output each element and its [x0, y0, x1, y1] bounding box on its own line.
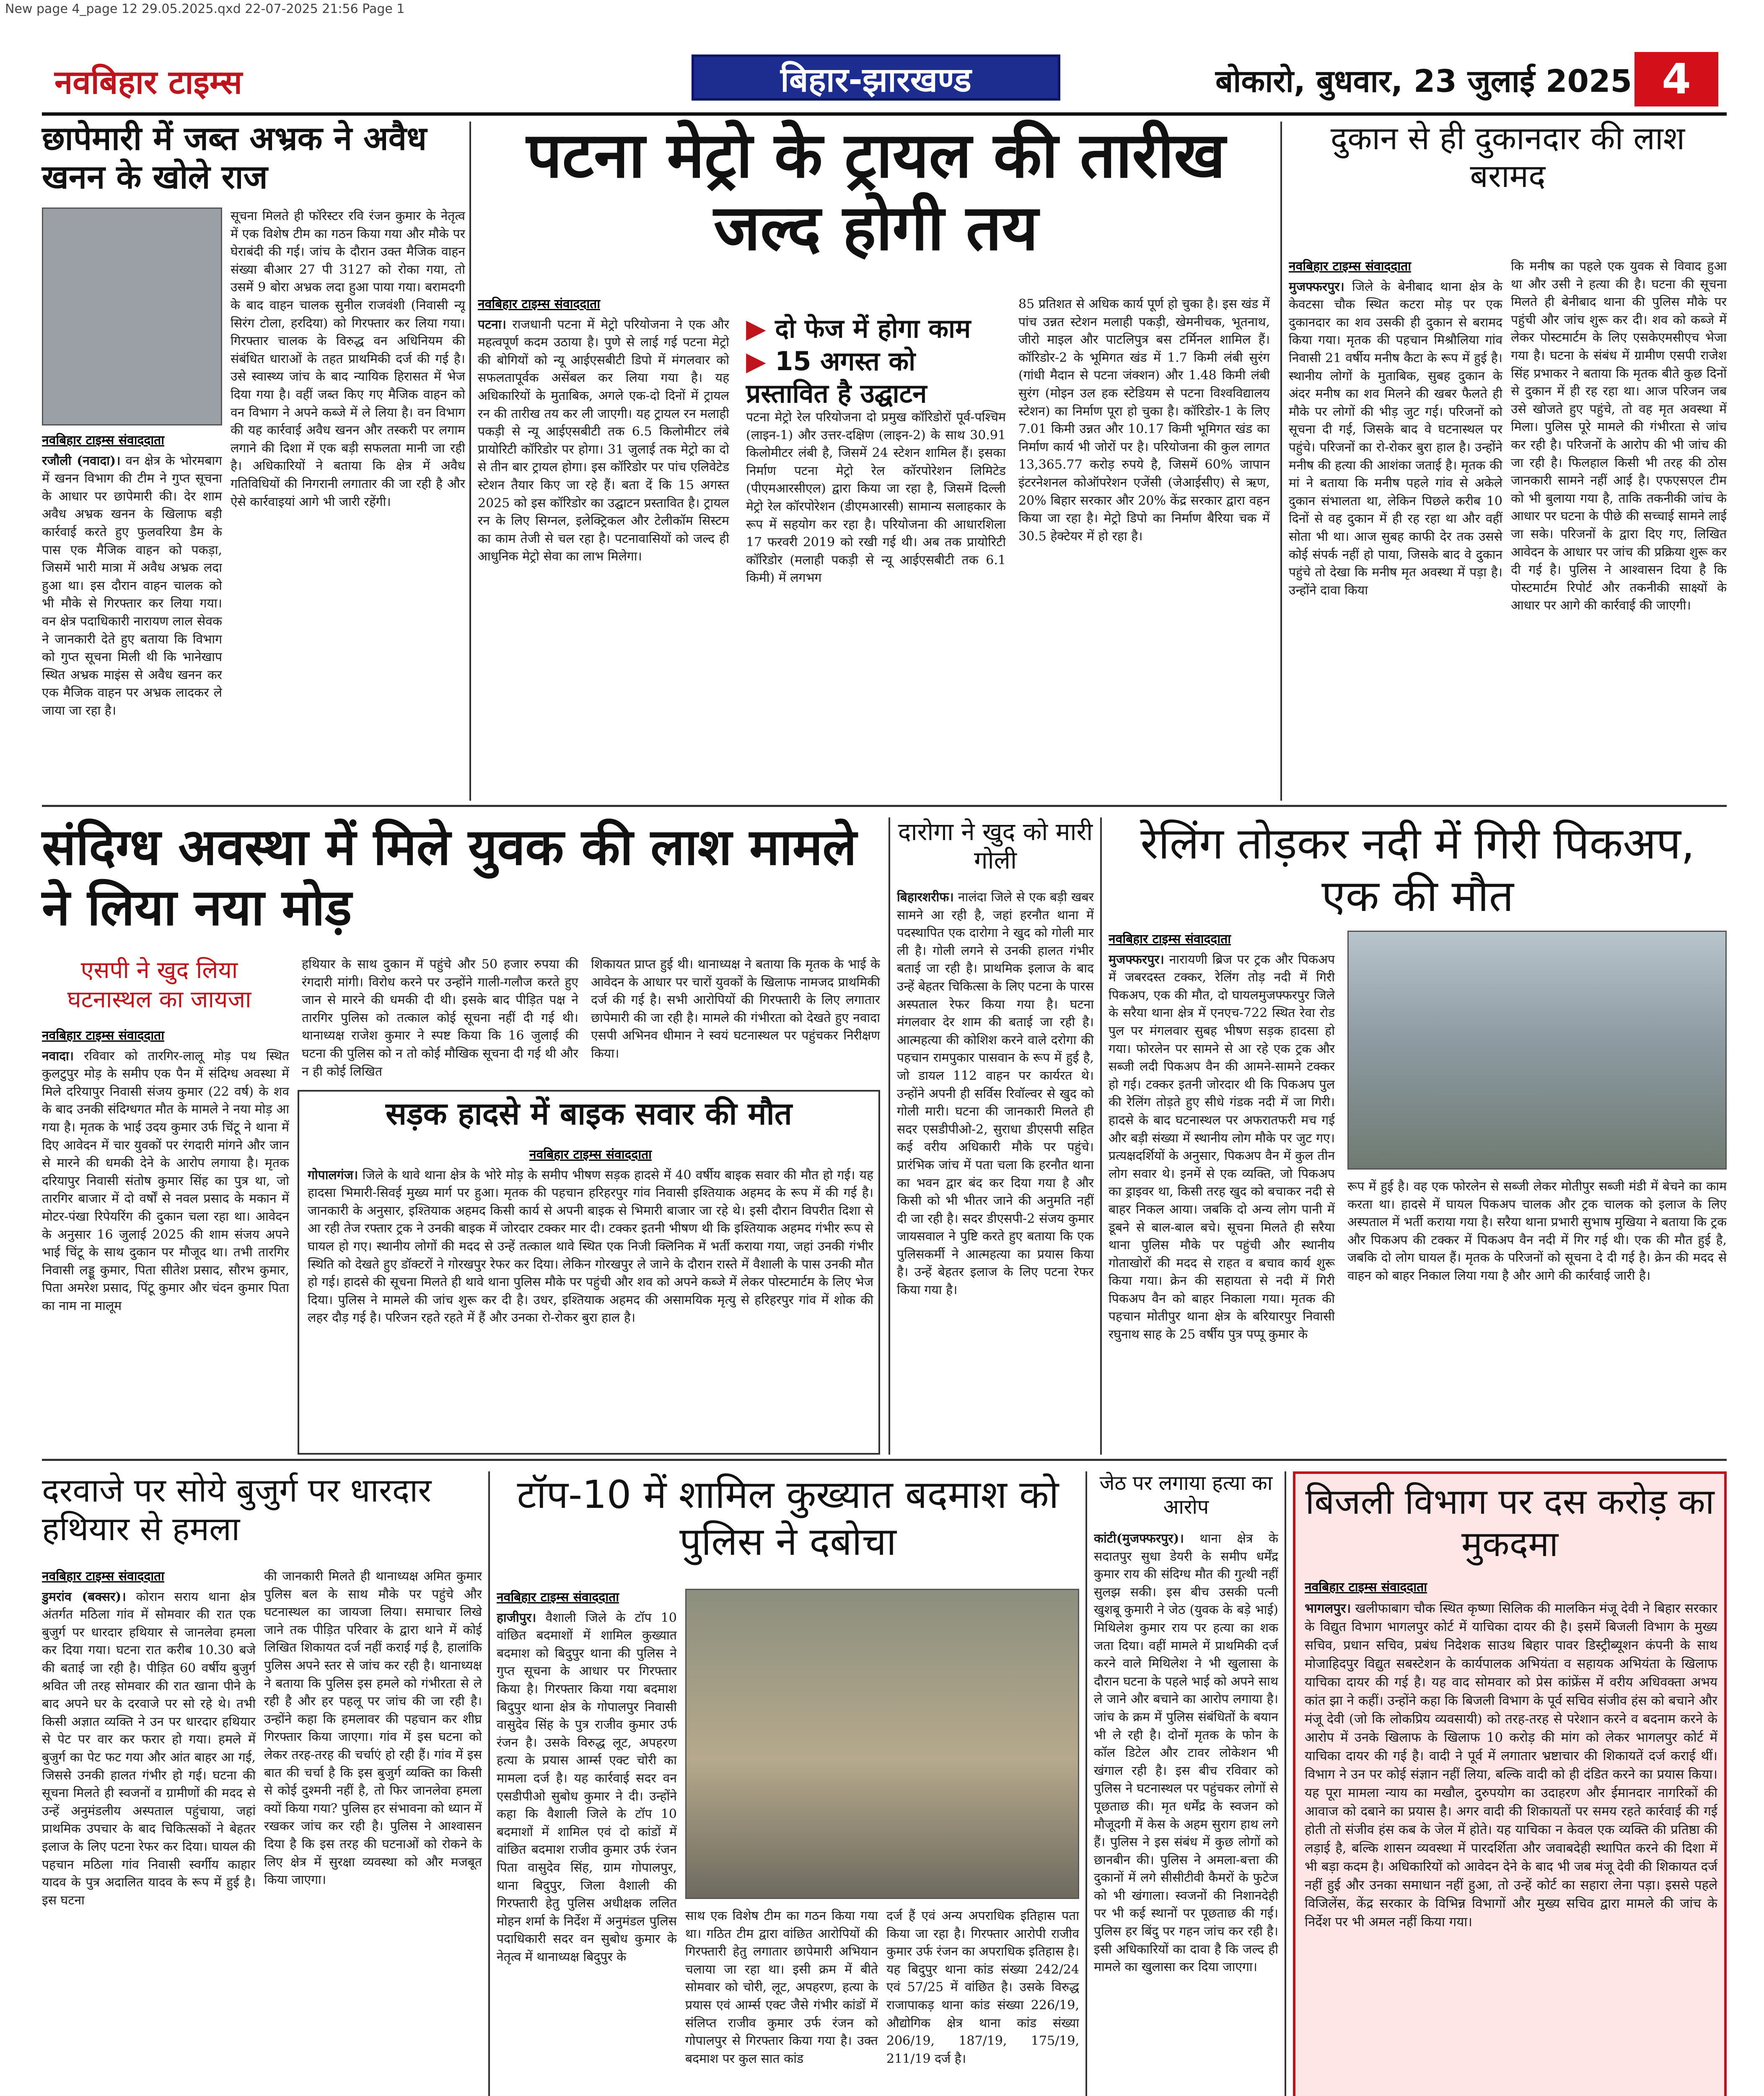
body-column-b [746, 409, 1006, 799]
body-text-block [897, 889, 1094, 1450]
body-column-b [302, 956, 578, 1082]
headline: छापेमारी में जब्त अभ्रक ने अवैध खनन के खोले राज [42, 120, 427, 197]
body-text: खलीफाबाग चौक स्थित कृष्णा सिलिक की मालकिन मंजू देवी ने बिहार सरकार के विद्युत विभाग भागलपुर कोर्ट में याचिका दायर की है। इसमें बिजली विभाग के मुख्य सचिव, प्रधान सचिव, प्रबंध निदेशक साउथ बिहार पावर डिस्ट्रीब्यूशन कंपनी के साथ मोजाहिदपुर विद्युत सबस्टेशन के कार्यपालक अभियंता व सहायक अभियंता के खिलाफ याचिका दायर की गई है। यह वाद सोमवार को प्रेस कांफ्रेंस में वरीय अधिवक्ता अभय कांत झा ने कहीं। उन्होंने कहा कि बिजली विभाग के पूर्व सचिव संजीव हंस को बचाने और मंजू देवी (जो कि लोकप्रिय व्यवसायी) को तरह-तरह से परेशान करने व बदनाम करने के आरोप में उनके खिलाफ के खिलाफ 10 करोड़ की मांग को लेकर भागलपुर कोर्ट में याचिका दायर की गई है। वादी ने पूर्व में लगातार भ्रष्टाचार की शिकायतें दर्ज कराई थीं। विभाग ने उन पर कोई संज्ञान नहीं लिया, बल्कि वादी को ही दंडित करने का प्रयास किया। यह पूरा मामला न्याय का मखौल, दुरुपयोग का उदाहरण और ईमानदार नागरिकों की आवाज को दबाने का प्रयास है। अगर वादी की शिकायतों पर समय रहते कार्रवाई की गई होती तो संजीव हंस कब के जेल में होते। यह याचिका न केवल एक व्यक्ति की प्रतिष्ठा की लड़ाई है, बल्कि शासन व्यवस्था में पारदर्शिता और जवाबदेही स्थापित करने की दिशा में भी बड़ा कदम है। अधिकारियों को आवेदन देने के बाद भी जब मंजू देवी की शिकायत दर्ज नहीं हुई और उनका समाधान नहीं हुआ, तो उन्हें कोर्ट का सहारा लेना पड़ा। इससे पहले विजिलेंस, केंद्र सरकार के विभिन्न विभागों और मुख्य सचिव द्वारा मामले की जांच के निर्देश पर भी अमल नहीं किया गया। [1305, 1601, 1717, 1930]
row-rule [42, 805, 1727, 807]
headline: पटना मेट्रो के ट्रायल की तारीख जल्द होगी तय [526, 119, 1225, 265]
column-rule [469, 122, 471, 801]
body-text: नालंदा जिले से एक बड़ी खबर सामने आ रही है, जहां हरनौत थाना में पदस्थापित एक दारोगा ने खुद को गोली मार ली है। गोली लगने से उनकी हालत गंभीर बताई जा रही है। प्राथमिक इलाज के बाद उन्हें बेहतर चिकित्सा के लिए पटना के पारस अस्पताल रेफर किया गया है। घटना मंगलवार देर शाम की बताई जा रही है। आत्महत्या की कोशिश करने वाले दरोगा की पहचान रामपुकार पासवान के रूप में हुई है, जो डायल 112 वाहन पर कार्यरत थे। उन्होंने अपनी ही सर्विस रिवॉल्वर से खुद को गोली मारी। घटना की जानकारी मिलते ही सदर एसडीपीओ-2, सुराधा डीएसपी सहित कई वरीय अधिकारी मौके पर पहुंचे। प्रारंभिक जांच में पता चला कि हरनौत थाना का भवन द्वार बंद कर दिया गया है और किसी को भी भीतर जाने की अनुमति नहीं दी जा रही है। सदर डीएसपी-2 संजय कुमार जायसवाल ने पुष्टि करते हुए बताया कि एक पुलिसकर्मी ने आत्महत्या का प्रयास किया है। उन्हें बेहतर इलाज के लिए पटना रेफर किया गया है। [897, 890, 1094, 1298]
story-abhrak [42, 119, 465, 832]
headline: सड़क हादसे में बाइक सवार की मौत [386, 1096, 792, 1132]
bullets [746, 312, 1006, 410]
dateline: हाजीपुर। [497, 1610, 536, 1625]
story-railing [1109, 817, 1727, 1455]
body-column-a [1289, 258, 1502, 803]
byline: नवबिहार टाइम्स संवाददाता [1109, 932, 1231, 947]
page-number: 4 [1634, 52, 1718, 106]
section-title: बिहार-झारखण्ड [692, 54, 1060, 101]
body-text: दर्ज हैं एवं अन्य अपराधिक इतिहास पता किया जा रहा है। गिरफ्तार आरोपी राजीव कुमार उर्फ रंजन का अपराधिक इतिहास है। यह बिदुपुर थाना कांड संख्या 242/24 एवं 57/25 में वांछित है। उसके विरुद्ध राजापाकड़ थाना कांड संख्या 226/19, औद्योगिक क्षेत्र थाना कांड संख्या 206/19, 187/19, 175/19, 211/19 दर्ज है। [886, 1909, 1079, 2066]
body-text: सूचना मिलते ही फॉरेस्टर रवि रंजन कुमार के नेतृत्व में एक विशेष टीम का गठन किया गया और मौके पर घेराबंदी की गई। जांच के दौरान उक्त मैजिक वाहन संख्या बीआर 27 पी 3127 को रोका गया, तो उसमें 9 बोरा अभ्रक लदा हुआ पाया गया। बरामदगी के बाद वाहन चालक सुनील राजवंशी (निवासी न्यू सिरंग टोला, हरदिया) को गिरफ्तार कर लिया गया। गिरफ्तार चालक के विरुद्ध वन अधिनियम की संबंधित धाराओं के तहत प्राथमिकी दर्ज की गई है। उसे स्वास्थ्य जांच के बाद न्यायिक हिरासत में भेज दिया गया है। वहीं जब्त किए गए मैजिक वाहन को वन विभाग ने अपने कब्जे में ले लिया है। वन विभाग की यह कार्रवाई अवैध खनन और तस्करी पर लगाम लगाने की दिशा में एक बड़ी सफलता मानी जा रही है। अधिकारियों ने बताया कि क्षेत्र में अवैध गतिविधियों की निगरानी लगातार की जा रही है और ऐसे कार्रवाइयां आगे भी जारी रहेंगी। [231, 209, 465, 509]
column-rule [1085, 1471, 1087, 2096]
body-text: राजधानी पटना में मेट्रो परियोजना ने एक और महत्वपूर्ण कदम उठाया है। पुणे से लाई गई पटना मेट्रो की बोगियों को न्यू आईएसबीटी डिपो में मंगलवार को सफलतापूर्वक असेंबल कर लिया गया है। यह अधिकारियों के मुताबिक, अगले एक-दो दिनों में ट्रायल रन की तारीख तय कर ली जाएगी। यह ट्रायल रन मलाही पकड़ी से न्यू आईएसबीटी तक 6.5 किलोमीटर लंबे प्रायोरिटी कॉरिडोर पर होगा। 31 जुलाई तक मेट्रो का दो से तीन बार ट्रायल होगा। इस कॉरिडोर पर पांच एलिवेटेड स्टेशन तैयार किए जा रहे हैं। बता दें कि 15 अगस्त 2025 को इस कॉरिडोर का उद्घाटन प्रस्तावित है। ट्रायल रन के लिए सिग्नल, इलेक्ट्रिकल और टेलीकॉम सिस्टम का काम तेजी से चल रहा है। पटनावासियों को जल्द ही आधुनिक मेट्रो सेवा का लाभ मिलेगा। [478, 317, 729, 564]
body-text: पटना मेट्रो रेल परियोजना दो प्रमुख कॉरिडोरों पूर्व-पश्चिम (लाइन-1) और उत्तर-दक्षिण (लाइन-2) के साथ 30.91 किलोमीटर लंबी है, जिसमें 24 स्टेशन शामिल हैं। इसका निर्माण पटना मेट्रो रेल कॉरपोरेशन लिमिटेड (पीएमआरसीएल) द्वारा किया जा रहा है, जिसमें दिल्ली मेट्रो रेल कॉरपोरेशन (डीएमआरसी) सामान्य सलाहकार के रूप में सहयोग कर रहा है। परियोजना की आधारशिला 17 फरवरी 2019 को रखी गई थी। अब तक प्रायोरिटी कॉरिडोर (मलाही पकड़ी से न्यू आईएसबीटी तक 6.1 किमी) में लगभग [746, 410, 1006, 586]
byline: नवबिहार टाइम्स संवाददाता [529, 1147, 652, 1162]
dateline: बिहारशरीफ। [897, 890, 954, 905]
dateline: पटना। [478, 317, 506, 332]
bullet-2: ▶ 15 अगस्त को प्रस्तावित है उद्घाटन [746, 345, 927, 409]
story-top10 [497, 1471, 1079, 2096]
body-text: कोरान सराय थाना क्षेत्र अंतर्गत मठिला गांव में सोमवार की रात एक बुजुर्ग पर धारदार हथियार से जानलेवा हमला कर दिया गया। घटना रात करीब 10.30 बजे की बताई जा रही है। पीड़ित 60 वर्षीय बुजुर्ग श्रवित जी तरह सोमवार की रात खाना पीने के बाद अपने घर के दरवाजे पर सो रहे थे। तभी किसी अज्ञात व्यक्ति ने उन पर धारदार हथियार से पेट पर वार कर फरार हो गया। हमले में बुजुर्ग का पेट फट गया और आंत बाहर आ गई, जिससे उनकी हालत गंभीर हो गई। घटना की सूचना मिलते ही स्वजनों व ग्रामीणों की मदद से उन्हें अनुमंडलीय अस्पताल पहुंचाया, जहां प्राथमिक उपचार के बाद चिकित्सकों ने बेहतर इलाज के लिए पटना रेफर कर दिया। घायल की पहचान मठिला गांव निवासी स्वर्गीय काहार यादव के पुत्र अदालित यादव के रूप में हुई है। इस घटना [42, 1589, 256, 1908]
body-text: रूप में हुई है। वह एक फोरलेन से सब्जी लेकर मोतीपुर सब्जी मंडी में बेचने का काम करता था। हादसे में घायल पिकअप चालक और ट्रक चालक को इलाज के लिए अस्पताल में भर्ती कराया गया है। सरैया थाना प्रभारी सुभाष मुखिया ने बताया कि ट्रक और पिकअप की टक्कर में पिकअप वैन नदी में गिर गई थी। एक की मौत हुई है, जबकि दो लोग घायल हैं। मृतक के परिजनों को सूचना दे दी गई है। क्रेन की मदद से वाहन को बाहर निकाल लिया गया है और आगे की कार्रवाई जारी है। [1347, 1179, 1727, 1283]
story-shop [1289, 119, 1727, 832]
photo-mica [42, 208, 222, 425]
headline: दुकान से ही दुकानदार की लाश बरामद [1330, 119, 1685, 195]
dateline: नवादा। [42, 1048, 74, 1064]
body-text: वन क्षेत्र के भोरमबाग में खनन विभाग की टीम ने गुप्त सूचना के आधार पर छापेमारी की। देर शाम अवैध अभ्रक खनन के खिलाफ बड़ी कार्रवाई करते हुए फुलवरिया डैम के पास एक मैजिक वाहन को पकड़ा, जिसमें भारी मात्रा में अवैध अभ्रक लदा हुआ था। इस दौरान वाहन चालक को भी मौके से गिरफ्तार कर लिया गया। वन क्षेत्र पदाधिकारी नारायण लाल सेवक ने जानकारी देते हुए बताया कि विभाग को गुप्त सूचना मिली थी कि भानेखाप स्थित अभ्रक माइंस से अवैध खनन कर एक मैजिक वाहन पर अभ्रक लादकर ले जाया जा रहा है। [42, 453, 222, 718]
body-column-a [42, 1568, 256, 2096]
headline: बिजली विभाग पर दस करोड़ का मुकदमा [1305, 1481, 1715, 1564]
masthead-rule [42, 112, 1727, 116]
body-text: कि मनीष का पहले एक युवक से विवाद हुआ था और उसी ने हत्या की है। घटना की सूचना मिलते ही बेनीबाद थाना की पुलिस मौके पर पहुंची और जांच शुरू कर दी। शव को कब्जे में लेकर पोस्टमार्टम के लिए एसकेएमसीएच भेजा गया है। घटना के संबंध में ग्रामीण एसपी राजेश सिंह प्रभाकर ने बताया कि मृतक बीते कुछ दिनों से दुकान में ही रह रहा था। आज परिजन जब उसे खोजते हुए पहुंचे, तो वह मृत अवस्था में मिला। पुलिस पूरे मामले की गंभीरता से जांच कर रही है। परिजनों के आरोप की भी जांच की जा रही है। फिलहाल किसी भी तरह की ठोस जानकारी सामने नहीं आई है। एफएसएल टीम को भी बुलाया गया है, ताकि तकनीकी जांच के आधार पर घटना के पीछे की सच्चाई सामने लाई जा सके। परिजनों के द्वारा दिए गए, लिखित आवेदन के आधार पर जांच की प्रक्रिया शुरू कर दी गई है। पुलिस ने आश्वासन दिया है कि पोस्टमार्टम रिपोर्ट और तकनीकी साक्ष्यों के आधार पर आगे की कार्रवाई की जाएगी। [1511, 259, 1727, 613]
body-text: 85 प्रतिशत से अधिक कार्य पूर्ण हो चुका है। इस खंड में पांच उन्नत स्टेशन मलाही पकड़ी, खेमनीचक, भूतनाथ, जीरो माइल और पाटलिपुत्र बस टर्मिनल शामिल हैं। कॉरिडोर-2 के भूमिगत खंड में 1.7 किमी लंबी सुरंग (गांधी मैदान से पटना जंक्शन) और 1.48 किमी लंबी सुरंग (मोइन उल हक स्टेडियम से पटना विश्वविद्यालय स्टेशन) का निर्माण पूरा हो चुका है। कॉरिडोर-1 के लिए 7.01 किमी उन्नत और 10.17 किमी भूमिगत खंड का निर्माण कार्य भी जोरों पर है। परियोजना की कुल लागत 13,365.77 करोड़ रुपये है, जिसमें 60% जापान इंटरनेशनल कोऑपरेशन एजेंसी (जेआईसीए) से ऋण, 20% बिहार सरकार और 20% केंद्र सरकार द्वारा वहन किया जा रहा है। मेट्रो डिपो का निर्माण बैरिया चक में 30.5 हेक्टेयर में हो रहा है। [1018, 297, 1270, 544]
headline: जेठ पर लगाया हत्या का आरोप [1099, 1471, 1273, 1519]
dateline: भागलपुर। [1305, 1601, 1351, 1616]
photo-police-press [685, 1589, 1079, 1899]
story-jeth [1094, 1471, 1278, 2096]
story-electricity [1293, 1471, 1727, 2096]
issue-date: बोकारो, बुधवार, 23 जुलाई 2025 [1215, 63, 1632, 99]
body-text-block [308, 1146, 873, 1448]
body-text: की जानकारी मिलते ही थानाध्यक्ष अमित कुमार पुलिस बल के साथ मौके पर पहुंचे और घटनास्थल का जायजा लिया। समाचार लिखे जाने तक पीड़ित परिवार के द्वारा थाने में कोई लिखित शिकायत दर्ज नहीं कराई गई है, हालांकि पुलिस अपने स्तर से जांच कर रही है। थानाध्यक्ष ने बताया कि पुलिस इस हमले को गंभीरता से ले रही है और हर पहलू पर जांच की जा रही है। उन्होंने कहा कि हमलावर की पहचान कर शीघ्र गिरफ्तार किया जाएगा। गांव में इस घटना को लेकर तरह-तरह की चर्चाएं हो रही हैं। गांव में इस बात की चर्चा है कि इस बुजुर्ग व्यक्ति का किसी से कोई दुश्मनी नहीं है, तो फिर जानलेवा हमला क्यों किया गया? पुलिस हर संभावना को ध्यान में रखकर जांच कर रही है। पुलिस ने आश्वासन दिया है कि इस तरह की घटनाओं को रोकने के लिए क्षेत्र में सुरक्षा व्यवस्था को और मजबूत किया जाएगा। [264, 1569, 482, 1888]
headline: दारोगा ने खुद को मारी गोली [898, 817, 1093, 875]
dateline: मुजफ्फरपुर। [1289, 279, 1344, 294]
bullet-1: ▶ दो फेज में होगा काम [746, 313, 971, 344]
body-column-b [231, 208, 465, 828]
story-daroga [897, 817, 1094, 1455]
byline: नवबिहार टाइम्स संवाददाता [1305, 1580, 1427, 1595]
body-text: हथियार के साथ दुकान में पहुंचे और 50 हजार रुपया की रंगदारी मांगी। विरोध करने पर उन्होंने गाली-गलौज करते हुए जान से मारने की धमकी दी थी। इसके बाद पीड़ित पक्ष ने तारगिर पुलिस को तत्काल कोई सूचना नहीं दी गई थी। थानाध्यक्ष राजेश कुमार ने स्पष्ट किया कि 16 जुलाई की घटना की पुलिस को न तो कोई मौखिक सूचना दी गई थी और न ही कोई लिखित [302, 957, 578, 1079]
body-text: थाना क्षेत्र के सदातपुर सुधा डेयरी के समीप धर्मेंद्र कुमार राय की संदिग्ध मौत की गुत्थी नहीं सुलझ सकी। इस बीच उसकी पत्नी खुशबू कुमारी ने जेठ (युवक के बड़े भाई) मिथिलेश कुमार राय पर हत्या का शक जता दिया। वहीं मामले में प्राथमिकी दर्ज करने वाले मिथिलेश ने भी खुलासा के दौरान घटना के पहले भाई को अपने साथ ले जाने और बचाने का आरोप लगाया है। जांच के क्रम में पुलिस संबंधितों के बयान भी ले रही है। दोनों मृतक के फोन के कॉल डिटेल और टावर लोकेशन भी खंगाल रही है। इस बीच रविवार को पुलिस ने घटनास्थल पर पहुंचकर लोगों से पूछताछ की। मृत धर्मेंद्र के स्वजन को मौजूदगी में केस के अहम सुराग हाथ लगे हैं। पुलिस ने इस संबंध में कुछ लोगों को छानबीन की। पुलिस ने अमला-बत्ता की दुकानों में लगे सीसीटीवी कैमरों के फुटेज को भी खंगाला। स्वजनों की निशानदेही पर भी कई स्थानों पर पूछताछ की गई। पुलिस हर बिंदु पर गहन जांच कर रही है। इसी अधिकारियों का दावा है कि जल्द ही मामले का खुलासा कर दिया जाएगा। [1094, 1531, 1278, 1975]
body-text: साथ एक विशेष टीम का गठन किया गया था। गठित टीम द्वारा वांछित आरोपियों की गिरफ्तारी हेतु लगातार छापेमारी अभियान चलाया जा रहा था। इसी क्रम में बीते सोमवार को चोरी, लूट, अपहरण, हत्या के प्रयास एवं आर्म्स एक्ट जैसे गंभीर कांडों में संलिप्त राजीव कुमार उर्फ रंजन को गोपालपुर से गिरफ्तार किया गया है। उक्त बदमाश पर कुल सात कांड [685, 1909, 878, 2066]
column-rule [888, 817, 890, 1455]
print-slug: New page 4_page 12 29.05.2025.qxd 22-07-2025 21:56 Page 1 [5, 2, 405, 16]
byline: नवबिहार टाइम्स संवाददाता [1289, 259, 1411, 274]
body-column-a [42, 1027, 289, 1446]
dateline: कांटी(मुजफ्फरपुर)। [1094, 1531, 1184, 1546]
byline: नवबिहार टाइम्स संवाददाता [42, 1569, 164, 1584]
column-rule [1100, 817, 1102, 1455]
dateline: रजौली (नवादा)। [42, 453, 121, 468]
subheadline: एसपी ने खुद लिया घटनास्थल का जायजा [67, 957, 251, 1013]
body-column-b [1347, 1178, 1727, 1450]
headline: दरवाजे पर सोये बुजुर्ग पर धारदार हथियार से हमला [42, 1472, 432, 1549]
byline: नवबिहार टाइम्स संवाददाता [497, 1590, 619, 1605]
column-rule [488, 1471, 490, 2096]
dateline: गोपालगंज। [308, 1167, 358, 1183]
dateline: डुमरांव (बक्सर)। [42, 1589, 126, 1604]
body-column-b [264, 1568, 482, 2096]
headline: टॉप-10 में शामिल कुख्यात बदमाश को पुलिस ने दबोचा [517, 1472, 1059, 1564]
body-text: शिकायत प्राप्त हुई थी। थानाध्यक्ष ने बताया कि मृतक के भाई के आवेदन के आधार पर चारों युवकों के खिलाफ नामजद प्राथमिकी दर्ज की गई है। सभी आरोपियों की गिरफ्तारी के लिए लगातार छापेमारी की जा रही है। मामले की गंभीरता को देखते हुए नवादा एसपी अभिनव धीमान ने स्वयं घटनास्थल पर पहुंचकर निरीक्षण किया। [591, 957, 880, 1061]
photo-bridge-crane [1347, 931, 1727, 1170]
body-column-a [1109, 931, 1335, 1450]
headline: संदिग्ध अवस्था में मिले युवक की लाश मामले ने लिया नया मोड़ [42, 818, 857, 937]
body-text: वैशाली जिले के टॉप 10 वांछित बदमाशों में शामिल कुख्यात बदमाश को बिदुपुर थाना की पुलिस ने गुप्त सूचना के आधार पर गिरफ्तार किया है। गिरफ्तार किया गया बदमाश बिदुपुर थाना क्षेत्र के गोपालपुर निवासी वासुदेव सिंह के पुत्र राजीव कुमार उर्फ रंजन है। उसके विरुद्ध लूट, अपहरण हत्या के प्रयास आर्म्स एक्ट चोरी का मामला दर्ज है। यह कार्रवाई सदर वन एसडीपीओ सुबोध कुमार ने दी। उन्होंने कहा कि वैशाली जिले के टॉप 10 बदमाशों में शामिल एवं दो कांडों में वांछित बदमाश राजीव कुमार उर्फ रंजन पिता वासुदेव सिंह, ग्राम गोपालपुर, थाना बिदुपुर, जिला वैशाली की गिरफ्तारी हेतु पुलिस अधीक्षक ललित मोहन शर्मा के निर्देश में अनुमंडल पुलिस पदाधिकारी सदर वन सुबोध कुमार के नेतृत्व में थानाध्यक्ष बिदुपुर के [497, 1610, 677, 1964]
masthead [42, 50, 1727, 113]
body-column-a [42, 432, 222, 828]
body-column-a [478, 296, 729, 799]
body-text-block [1305, 1579, 1717, 2096]
headline: रेलिंग तोड़कर नदी में गिरी पिकअप, एक की मौत [1140, 818, 1695, 921]
body-text-block [1094, 1530, 1278, 2096]
story-elder [42, 1471, 482, 2096]
body-column-b [685, 1907, 878, 2096]
body-column-b [1511, 258, 1727, 803]
body-column-c [1018, 296, 1270, 799]
body-column-c [886, 1907, 1079, 2096]
body-column-a [497, 1589, 677, 2096]
story-bike [298, 1090, 880, 1455]
paper-name: नवबिहार टाइम्स [54, 64, 242, 101]
body-text: जिले के बेनीबाद थाना क्षेत्र के केवटसा चौक स्थित कटरा मोड़ पर एक दुकानदार का शव उसकी ही दुकान से बरामद किया गया। मृतक की पहचान मिश्रौलिया गांव निवासी 21 वर्षीय मनीष कैटा के रूप में हुई है। स्थानीय लोगों के मुताबिक, सुबह दुकान के अंदर मनीष का शव मिलने की खबर फैलते ही मौके पर लोगों की भीड़ जुट गई। परिजनों को सूचना दी गई, जिसके बाद वे घटनास्थल पर पहुंचे। परिजनों का रो-रोकर बुरा हाल है। उन्होंने मनीष की हत्या की आशंका जताई है। मृतक की मां ने बताया कि मनीष पहले गांव से अकेले दुकान संभालता था, लेकिन पिछले करीब 10 दिनों से वह दुकान में ही रह रहा था और वहीं सोता भी था। आज सुबह काफी देर तक उससे कोई संपर्क नहीं हो पाया, जिसके बाद वे दुकान पहुंचे तो देखा कि मनीष मृत अवस्था में पड़ा है। उन्होंने दावा किया [1289, 279, 1502, 598]
byline: नवबिहार टाइम्स संवाददाता [42, 1028, 164, 1043]
byline: नवबिहार टाइम्स संवाददाता [42, 433, 164, 448]
dateline: मुजफ्फरपुर। [1109, 952, 1164, 967]
body-text: जिले के थावे थाना क्षेत्र के भोरे मोड़ के समीप भीषण सड़क हादसे में 40 वर्षीय बाइक सवार की मौत हो गई। यह हादसा भिमारी-सिवई मुख्य मार्ग पर हुआ। मृतक की पहचान हरिहरपुर गांव निवासी इश्तियाक अहमद के रूप में की गई है। जानकारी के अनुसार, इश्तियाक अहमद किसी कार्य से अपनी बाइक से भिमारी बाजार जा रहे थे। इसी दौरान विपरीत दिशा से आ रही तेज रफ्तार ट्रक ने उनकी बाइक में जोरदार टक्कर मार दी। टक्कर इतनी भीषण थी कि इश्तियाक अहमद गंभीर रूप से घायल हो गए। स्थानीय लोगों की मदद से उन्हें तत्काल थावे स्थित एक निजी क्लिनिक में भर्ती कराया गया, जहां उनकी गंभीर स्थिति को देखते हुए डॉक्टरों ने गोरखपुर रेफर कर दिया। लेकिन गोरखपुर ले जाने के दौरान रास्ते में वैशाली के पास उनकी मौत हो गई। हादसे की सूचना मिलते ही थावे थाना पुलिस मौके पर पहुंची और शव को अपने कब्जे में लेकर पोस्टमार्टम के लिए भेज दिया। पुलिस ने मामले की जांच शुरू कर दी है। उधर, इश्तियाक अहमद की असामयिक मृत्यु से हरिहरपुर गांव में शोक की लहर दौड़ गई है। परिजन रहते रहते में हैं और उनका रो-रोकर बुरा हाल है। [308, 1167, 873, 1326]
column-rule [1280, 122, 1282, 801]
body-text: रविवार को तारगिर-लालू मोड़ पथ स्थित कुलटुपुर मोड़ के समीप एक पैन में संदिग्ध अवस्था में मिले दरियापुर निवासी संजय कुमार (22 वर्ष) के शव के बाद उनकी संदिग्धगत मौत के मामले ने नया मोड़ आ गया है। मृतक के भाई उदय कुमार उर्फ चिंटू ने थाना में दिए आवेदन में चार युवकों पर रंगदारी मांगने और जान से मारने की धमकी देने के आरोप लगाया है। मृतक दरियापुर निवासी संतोष कुमार सिंह का पुत्र था, जो तारगिर बाजार में दो वर्षों से नवल प्रसाद के मकान में मोटर-पंखा रिपेयरिंग की दुकान चला रहा था। आवेदन के अनुसार 16 जुलाई 2025 की शाम संजय अपने भाई चिंटू के साथ दुकान पर मौजूद था। तभी तारगिर निवासी लड्डू कुमार, पिता सीतेश प्रसाद, सौरभ कुमार, पिता अमरेश प्रसाद, पिंटू कुमार और चंदन कुमार पिता का नाम ना मालूम [42, 1048, 289, 1313]
byline: नवबिहार टाइम्स संवाददाता [478, 297, 600, 311]
column-rule [1285, 1471, 1286, 2096]
body-text: नारायणी ब्रिज पर ट्रक और पिकअप में जबरदस्त टक्कर, रेलिंग तोड़ नदी में गिरी पिकअप, एक की मौत, दो घायलमुजफ्फरपुर जिले के सरैया थाना क्षेत्र में एनएच-722 स्थित रेवा रोड पुल पर मंगलवार सुबह भीषण सड़क हादसा हो गया। फोरलेन पर सामने से आ रहे एक ट्रक और सब्जी लदी पिकअप वैन की आमने-सामने टक्कर हो गई। टक्कर इतनी जोरदार थी कि पिकअप पुल की रेलिंग तोड़ते हुए सीधे गंडक नदी में जा गिरी। हादसे के बाद घटनास्थल पर अफरातफरी मच गई और बड़ी संख्या में स्थानीय लोग मौके पर जुट गए। प्रत्यक्षदर्शियों के अनुसार, पिकअप वैन में कुल तीन लोग सवार थे। इनमें से एक व्यक्ति, जो पिकअप का ड्राइवर था, किसी तरह खुद को बचाकर नदी से बाहर निकल आया। जबकि दो अन्य लोग पानी में डूबने से बाल-बाल बचे। सूचना मिलते ही सरैया थाना पुलिस मौके पर पहुंची और स्थानीय गोताखोरों की मदद से राहत व बचाव कार्य शुरू किया गया। क्रेन की सहायता से नदी में गिरी पिकअप वैन को बाहर निकाला गया। मृतक की पहचान मोतीपुर थाना क्षेत्र के बरियारपुर निवासी रघुनाथ साह के 25 वर्षीय पुत्र पप्पू कुमार के [1109, 952, 1335, 1342]
row-rule [42, 1459, 1727, 1461]
story-metro [478, 119, 1274, 832]
body-column-c [591, 956, 880, 1082]
